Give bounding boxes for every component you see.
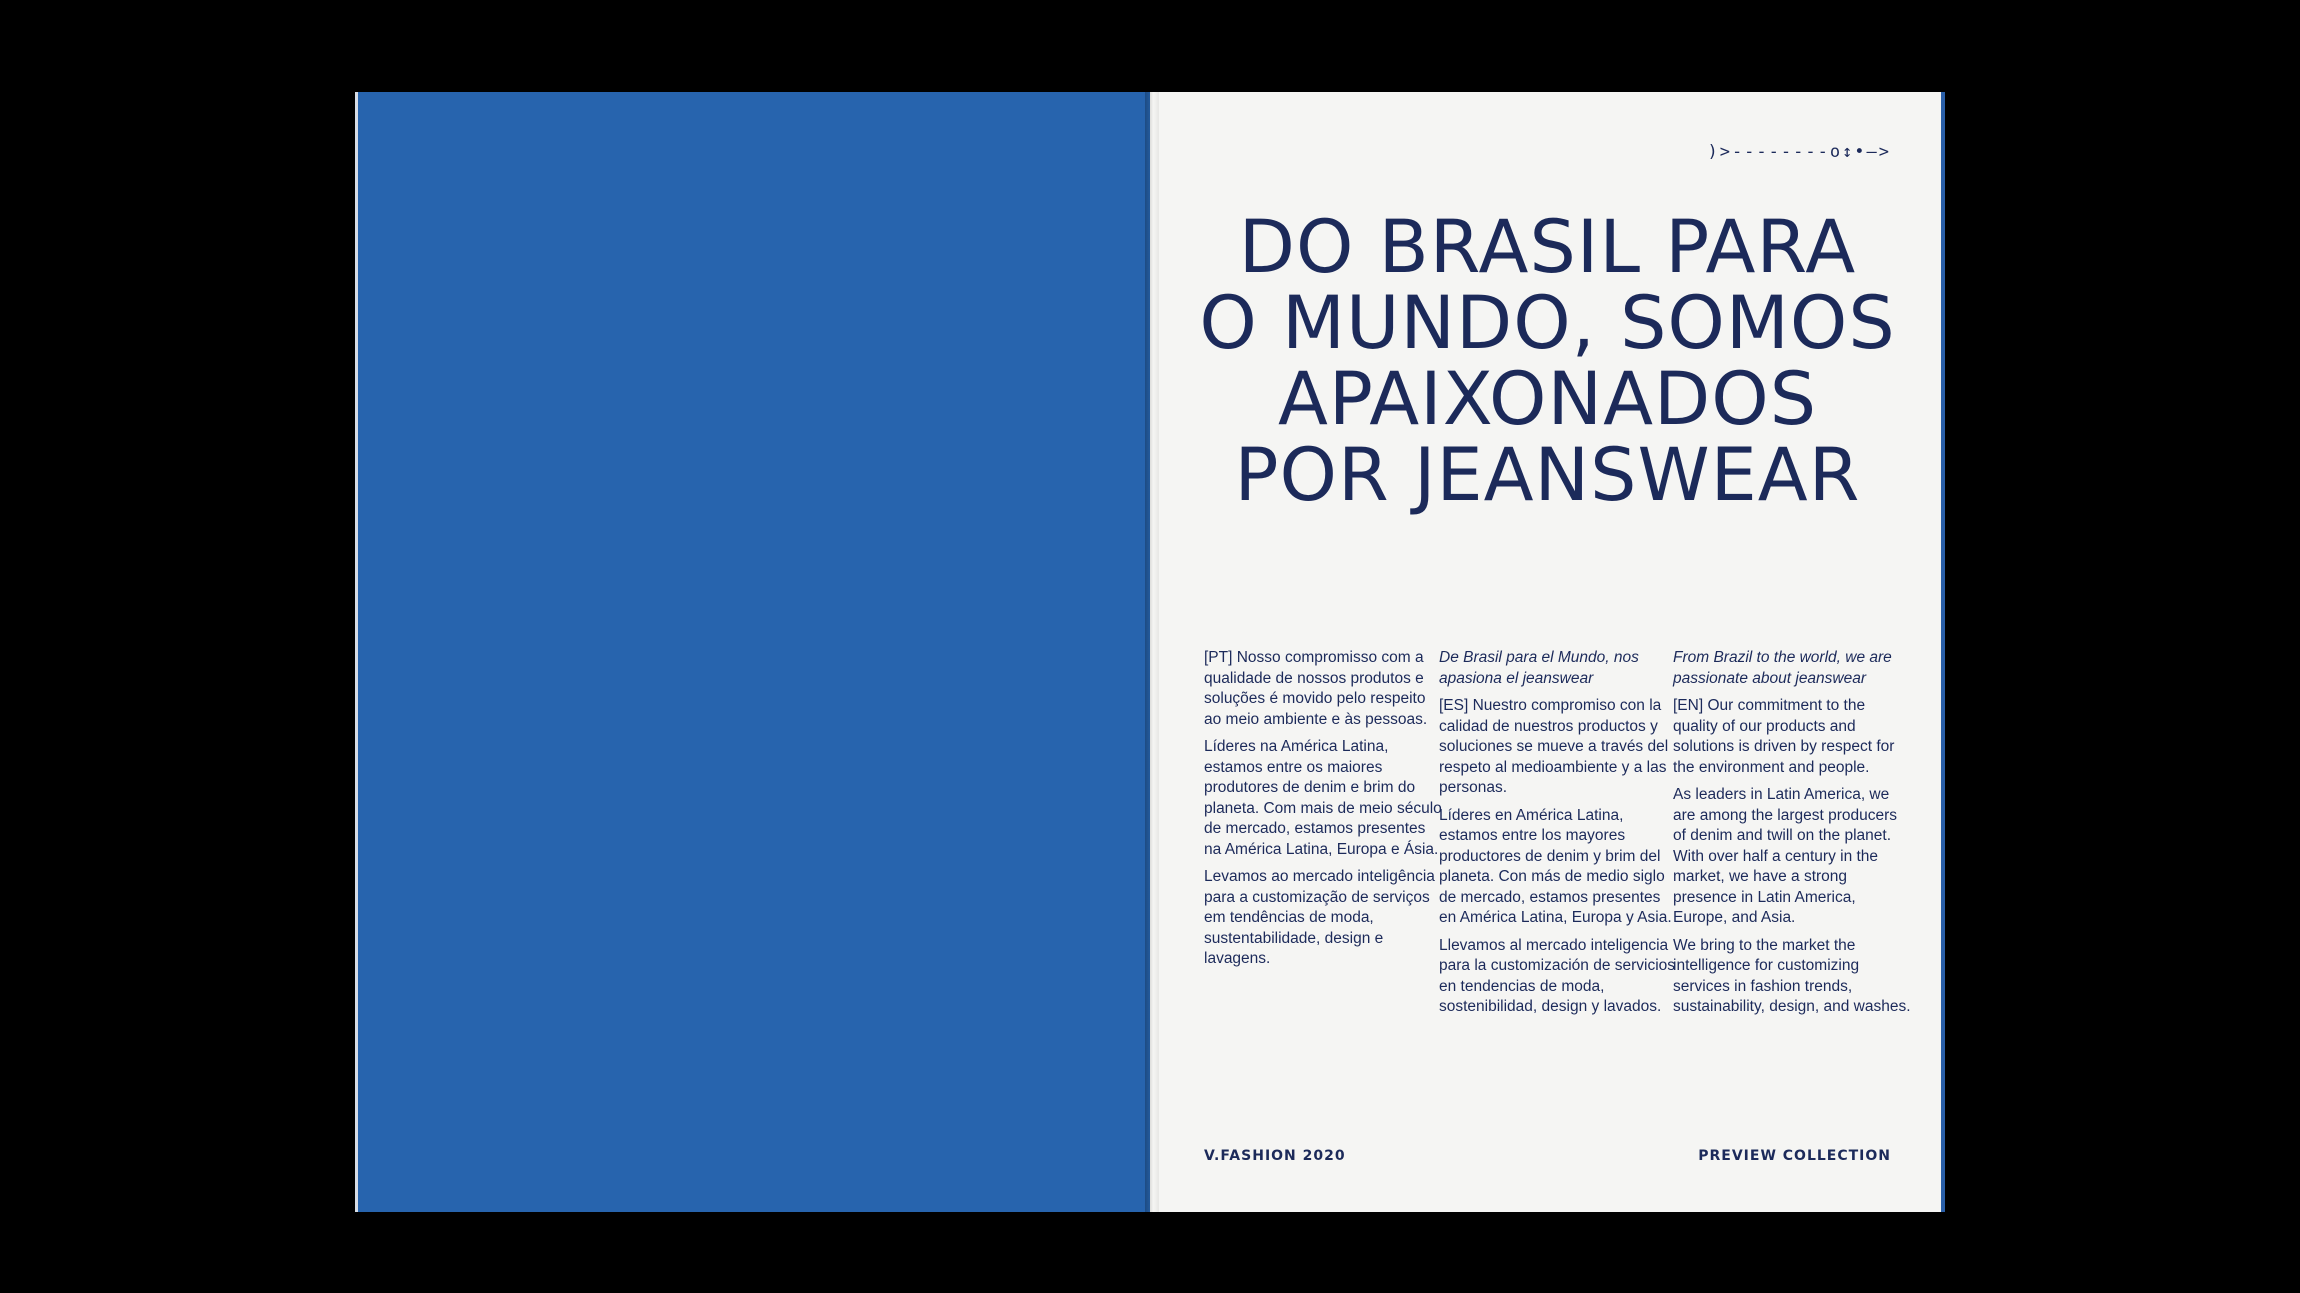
magazine-spread bbox=[355, 92, 1945, 1212]
paragraph: [PT] Nosso compromisso com a qualidade de nossos produtos e soluções é movido pelo respeito ao meio ambiente e às pessoas. bbox=[1204, 649, 1428, 728]
headline-line: DO BRASIL PARA bbox=[1238, 205, 1857, 290]
paragraph: As leaders in Latin America, we are among the largest producers of denim and twill on the planet. With over half a century in the market, we have a strong presence in Latin America, Europe, and Asia. bbox=[1673, 786, 1898, 926]
headline-line: APAIXONADOS bbox=[1277, 357, 1818, 442]
headline-line: O MUNDO, SOMOS bbox=[1199, 281, 1896, 366]
blue-left-page bbox=[355, 92, 1150, 1212]
headline-line: POR JEANSWEAR bbox=[1234, 433, 1861, 518]
paragraph: [ES] Nuestro compromiso con la calidad de nuestros productos y soluciones se mueve a través del respeto al medioambiente y a las personas. bbox=[1439, 697, 1669, 796]
paragraph: Levamos ao mercado inteligência para a customização de serviços em tendências de moda, sustentabilidade, design e lavagens. bbox=[1204, 868, 1435, 967]
footer-collection: PREVIEW COLLECTION bbox=[1698, 1148, 1891, 1164]
paragraph: Llevamos al mercado inteligencia para la customización de servicios en tendencias de moda, sostenibilidad, design y lavados. bbox=[1439, 936, 1676, 1015]
column-subtitle: From Brazil to the world, we are passionate about jeanswear bbox=[1673, 649, 1892, 687]
footer-brand: V.FASHION 2020 bbox=[1204, 1148, 1346, 1164]
paragraph: Líderes na América Latina, estamos entre os maiores produtores de denim e brim do planeta. Com mais de meio século de mercado, estamos presentes na América Latina, Europa e Ásia. bbox=[1204, 738, 1442, 858]
decorative-symbol-line: )>--------o↕•—> bbox=[1707, 142, 1891, 162]
text-right-page bbox=[1150, 92, 1945, 1212]
headline bbox=[1150, 205, 1945, 518]
column-subtitle: De Brasil para el Mundo, nos apasiona el jeanswear bbox=[1439, 649, 1639, 687]
paragraph: We bring to the market the intelligence for customizing services in fashion trends, sustainability, design, and washes. bbox=[1673, 936, 1911, 1015]
paragraph: [EN] Our commitment to the quality of our products and solutions is driven by respect for the environment and people. bbox=[1673, 697, 1895, 776]
column-english bbox=[1673, 648, 1913, 1025]
column-spanish bbox=[1439, 648, 1679, 1025]
paragraph: Líderes en América Latina, estamos entre los mayores productores de denim y brim del planeta. Con más de medio siglo de mercado, estamos presentes en América Latina, Europa y Asia. bbox=[1439, 806, 1672, 926]
column-portuguese bbox=[1204, 648, 1444, 977]
